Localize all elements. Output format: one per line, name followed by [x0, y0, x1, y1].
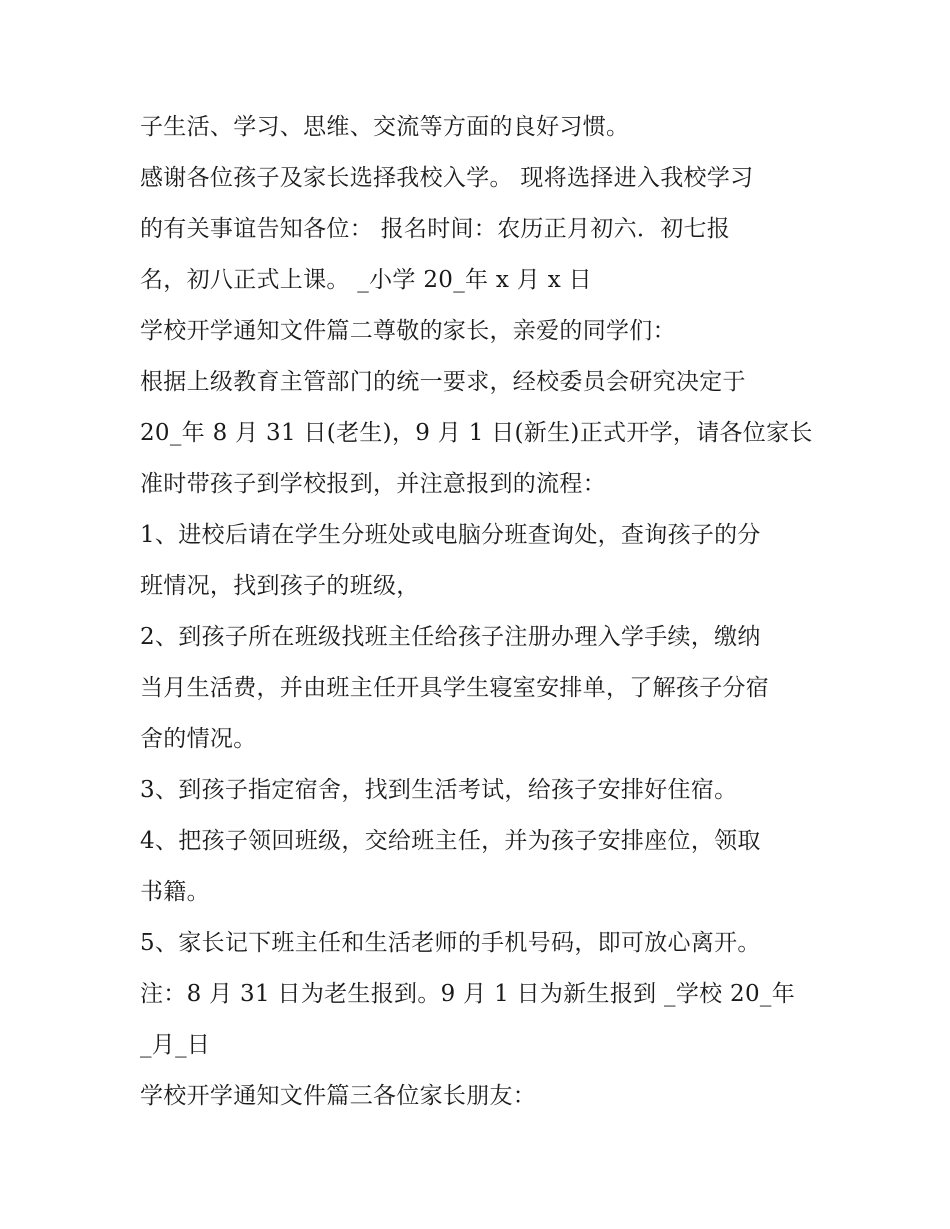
text-line: 20_年 8 月 31 日(老生)，9 月 1 日(新生)正式开学，请各位家长: [140, 420, 813, 446]
list-item-line: 4、把孩子领回班级，交给班主任，并为孩子安排座位，领取: [140, 828, 761, 854]
list-item-line: 1、进校后请在学生分班处或电脑分班查询处，查询孩子的分: [140, 522, 761, 548]
list-item-line: 2、到孩子所在班级找班主任给孩子注册办理入学手续，缴纳: [140, 624, 761, 650]
document-body: [140, 102, 830, 1122]
text-line: 的有关事谊告知各位： 报名时间：农历正月初六．初七报: [140, 216, 731, 242]
text-line: 准时带孩子到学校报到，并注意报到的流程：: [140, 471, 606, 497]
text-line: 子生活、学习、思维、交流等方面的良好习惯。: [140, 114, 630, 140]
text-line: 感谢各位孩子及家长选择我校入学。 现将选择进入我校学习: [140, 165, 754, 191]
section-heading-line: 学校开学通知文件篇三各位家长朋友：: [140, 1083, 537, 1109]
list-item-line: 班情况，找到孩子的班级，: [140, 573, 420, 599]
text-line: 名，初八正式上课。 _小学 20_年 x 月 x 日: [140, 267, 592, 293]
list-item-line: 书籍。: [140, 879, 210, 905]
list-item-line: 5、家长记下班主任和生活老师的手机号码，即可放心离开。: [140, 930, 761, 956]
section-heading-line: 学校开学通知文件篇二尊敬的家长，亲爱的同学们：: [140, 318, 676, 344]
note-line: 注：8 月 31 日为老生报到。9 月 1 日为新生报到 _学校 20_年: [140, 981, 796, 1007]
text-line: 根据上级教育主管部门的统一要求，经校委员会研究决定于: [140, 369, 746, 395]
list-item-line: 当月生活费，并由班主任开具学生寝室安排单，了解孩子分宿: [140, 675, 770, 701]
list-item-line: 舍的情况。: [140, 726, 257, 752]
list-item-line: 3、到孩子指定宿舍，找到生活考试，给孩子安排好住宿。: [140, 777, 738, 803]
note-line: _月_日: [140, 1032, 211, 1058]
